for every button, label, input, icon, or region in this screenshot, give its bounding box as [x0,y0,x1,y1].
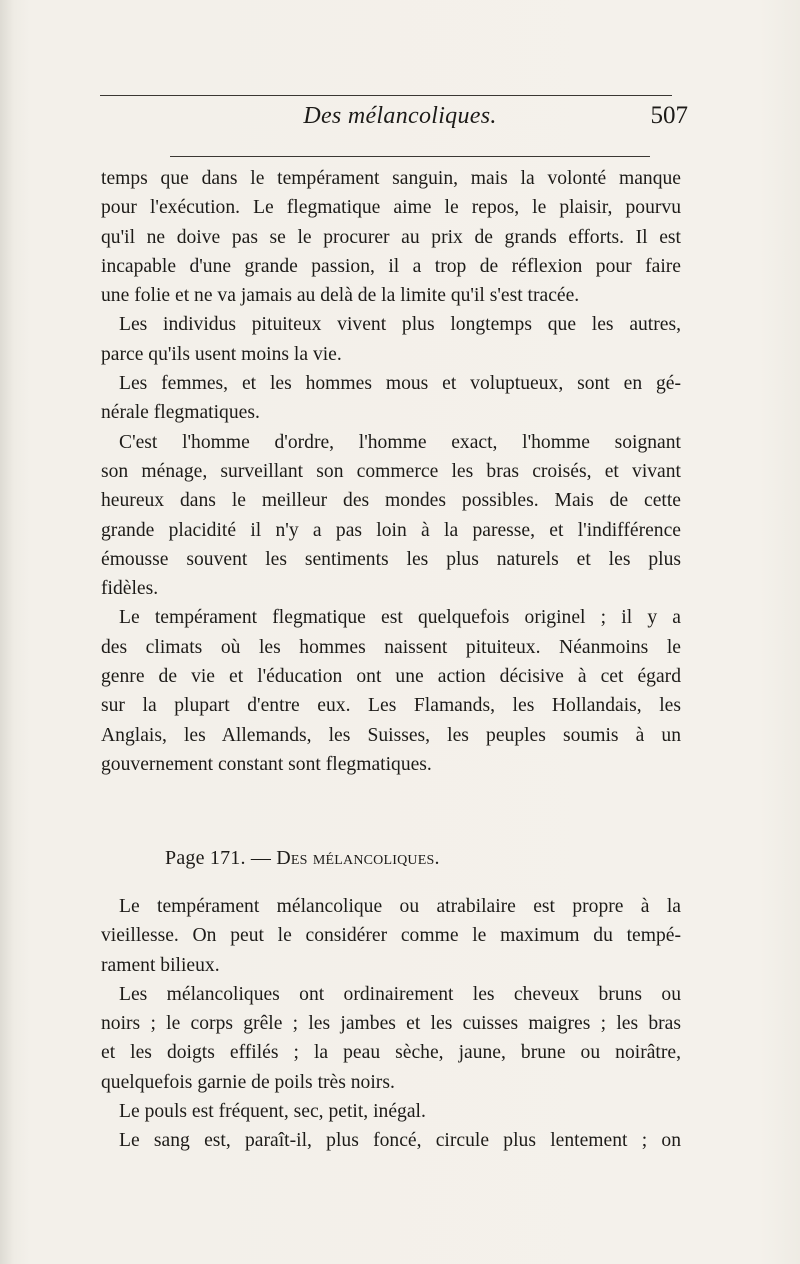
text-line: incapable d'une grande passion, il a trop de réflexion pour faire [101,255,681,277]
text-line: C'est l'homme d'ordre, l'homme exact, l'homme soignant [119,431,681,453]
text-line: Le tempérament mélancolique ou atrabilaire est propre à la [119,896,681,917]
text-line: Le tempérament flegmatique est quelquefois originel ; il y a [119,607,681,629]
text-line: sur la plupart d'entre eux. Les Flamands, les Hollandais, les [101,695,681,717]
text-line: émousse souvent les sentiments les plus naturels et les plus [101,548,681,570]
text-line: Le sang est, paraît-il, plus foncé, circule plus lentement ; on [119,1130,681,1152]
text-line: grande placidité il n'y a pas loin à la paresse, et l'indifférence [101,519,681,541]
text-line: Les mélancoliques ont ordinairement les cheveux bruns ou [119,983,681,1005]
text-line: noirs ; le corps grêle ; les jambes et les cuisses maigres ; les bras [101,1013,681,1035]
text-line: vieillesse. On peut le considérer comme le maximum du tempé- [101,925,681,947]
text-line: quelquefois garnie de poils très noirs. [101,1071,395,1093]
text-line: temps que dans le tempérament sanguin, mais la volonté manque [101,168,681,189]
body-text-top [101,164,681,779]
header-rule-top [100,95,672,96]
text-line: Les femmes, et les hommes mous et voluptueux, sont en gé- [119,373,681,395]
gutter-shadow [0,0,14,1264]
text-line: fidèles. [101,578,159,600]
text-line: Anglais, les Allemands, les Suisses, les peuples soumis à un [101,724,681,746]
text-line: une folie et ne va jamais au delà de la limite qu'il s'est tracée. [101,285,580,307]
body-text-bottom [101,892,681,1156]
text-line: qu'il ne doive pas se le procurer au prix de grands efforts. Il est [101,226,681,248]
text-line: Les individus pituiteux vivent plus longtemps que les autres, [119,314,681,336]
text-line: Le pouls est fréquent, sec, petit, inégal. [119,1101,426,1123]
text-line: genre de vie et l'éducation ont une action décisive à cet égard [101,666,681,688]
page-number: 507 [650,102,688,129]
running-header-title: Des mélancoliques. [303,103,497,129]
text-line: et les doigts effilés ; la peau sèche, jaune, brune ou noirâtre, [101,1042,681,1064]
text-line: nérale flegmatiques. [101,402,260,424]
text-line: son ménage, surveillant son commerce les bras croisés, et vivant [101,460,681,482]
text-line: parce qu'ils usent moins la vie. [101,343,342,365]
section-heading-prefix: Page 171. — [165,847,277,869]
section-heading-title: Des mélancoliques. [276,847,440,869]
section-heading [165,847,440,870]
text-line: pour l'exécution. Le flegmatique aime le repos, le plaisir, pourvu [101,197,681,219]
text-line: gouvernement constant sont flegmatiques. [101,753,432,775]
text-line: des climats où les hommes naissent pituiteux. Néanmoins le [101,636,681,658]
text-line: heureux dans le meilleur des mondes possibles. Mais de cette [101,490,681,512]
text-line: rament bilieux. [101,954,220,976]
header-rule-bottom [170,156,650,157]
